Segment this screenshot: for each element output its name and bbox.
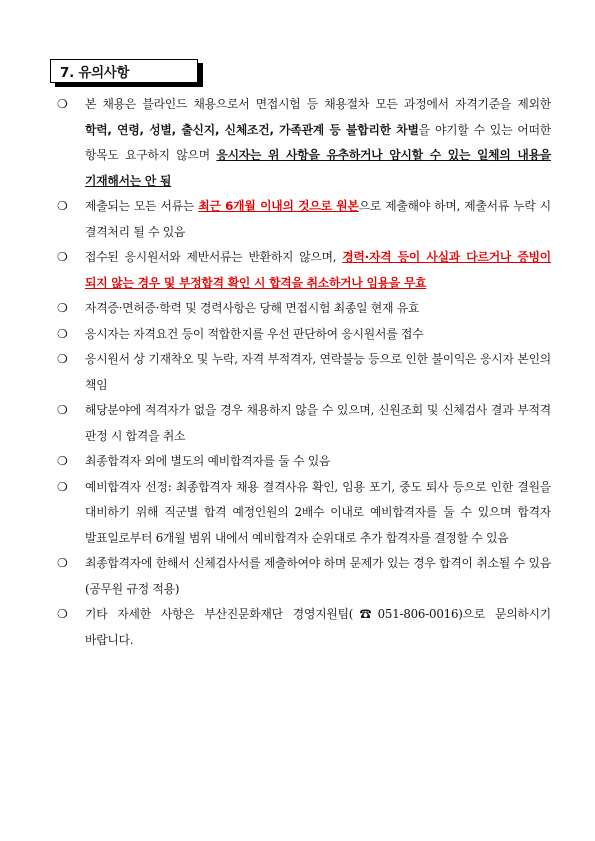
list-item — [57, 92, 551, 194]
circle-bullet-icon: ❍ — [57, 479, 68, 494]
circle-bullet-icon: ❍ — [57, 403, 68, 417]
list-item — [57, 449, 551, 475]
item-text: 최종합격자에 한해서 신체검사서를 제출하여야 하며 문제가 있는 경우 합격이 취소될 수 있음(공무원 규정 적용) — [85, 556, 551, 596]
item-text: 응시원서 상 기재착오 및 누락, 자격 부적격자, 연락불능 등으로 인한 불이익은 응시자 본인의 책임 — [85, 352, 551, 392]
item-text — [85, 92, 551, 194]
list-item — [57, 245, 551, 296]
list-item — [57, 194, 551, 245]
circle-bullet-icon: ❍ — [57, 556, 68, 570]
notice-list — [57, 92, 551, 653]
list-item — [57, 475, 551, 552]
circle-bullet-icon: ❍ — [57, 301, 68, 315]
item-text-red-emphasis: 최근 6개월 이내의 것으로 원본 — [198, 199, 359, 213]
item-text-part: 을 야기할 수 있는 어떠한 항목도 요구하지 않으며 — [85, 122, 551, 162]
list-item — [57, 296, 551, 322]
item-text-red-emphasis: 경력·자격 등이 사실과 다르거나 증빙이 되지 않는 경우 및 부정합격 확인 시 합격을 취소하거나 임용을 무효 — [85, 250, 551, 290]
circle-bullet-icon: ❍ — [57, 250, 68, 264]
item-text: 예비합격자 선정: 최종합격자 채용 결격사유 확인, 임용 포기, 중도 퇴사 등으로 인한 결원을 대비하기 위해 직군별 합격 예정인원의 2배수 이내로 예비합격자를 둘 수 있으며 합격자 발표일로부터 6개월 범위 내에서 예비합격자 순위대로 추가 합격자를 결정할 수 있음 — [85, 479, 551, 545]
list-item — [57, 398, 551, 449]
item-text — [85, 245, 551, 296]
item-text: 자격증·면허증·학력 및 경력사항은 당해 면접시험 최종일 현재 유효 — [85, 301, 420, 315]
circle-bullet-icon: ❍ — [57, 607, 68, 621]
item-text: 기타 자세한 사항은 부산진문화재단 경영지원팀(☎051-806-0016)으로 문의하시기 바랍니다. — [85, 607, 551, 647]
circle-bullet-icon: ❍ — [57, 326, 68, 341]
item-text-bold-underline: 응시자는 위 사항을 유추하거나 암시할 수 있는 일체의 내용을 기재해서는 안 됨 — [85, 148, 552, 188]
item-text-part: 접수된 응시원서와 제반서류는 반환하지 않으며, — [85, 250, 343, 264]
circle-bullet-icon: ❍ — [57, 199, 68, 213]
item-text: 응시자는 자격요건 등이 적합한지를 우선 판단하여 응시원서를 접수 — [85, 326, 424, 341]
section-header-box — [50, 59, 198, 83]
item-text — [85, 194, 551, 245]
item-text: 최종합격자 외에 별도의 예비합격자를 둘 수 있음 — [85, 454, 331, 468]
list-item — [57, 347, 551, 398]
item-text-part: 본 채용은 블라인드 채용으로서 면접시험 등 채용절차 모든 과정에서 자격기준을 제외한 — [85, 97, 551, 111]
list-item — [57, 322, 551, 348]
circle-bullet-icon: ❍ — [57, 352, 68, 366]
item-text-part: 으로 제출해야 하며, 제출서류 누락 시 결격처리 될 수 있음 — [85, 199, 551, 239]
circle-bullet-icon: ❍ — [57, 454, 68, 468]
item-text-part: 제출되는 모든 서류는 — [85, 199, 199, 213]
section-title: 7. 유의사항 — [60, 65, 130, 81]
list-item — [57, 551, 551, 602]
circle-bullet-icon: ❍ — [57, 97, 68, 111]
list-item — [57, 602, 551, 653]
item-text-bold: 학력, 연령, 성별, 출신지, 신체조건, 가족관계 등 불합리한 차별 — [85, 122, 419, 137]
item-text: 해당분야에 적격자가 없을 경우 채용하지 않을 수 있으며, 신원조회 및 신체검사 결과 부적격 판정 시 합격을 취소 — [85, 403, 551, 443]
